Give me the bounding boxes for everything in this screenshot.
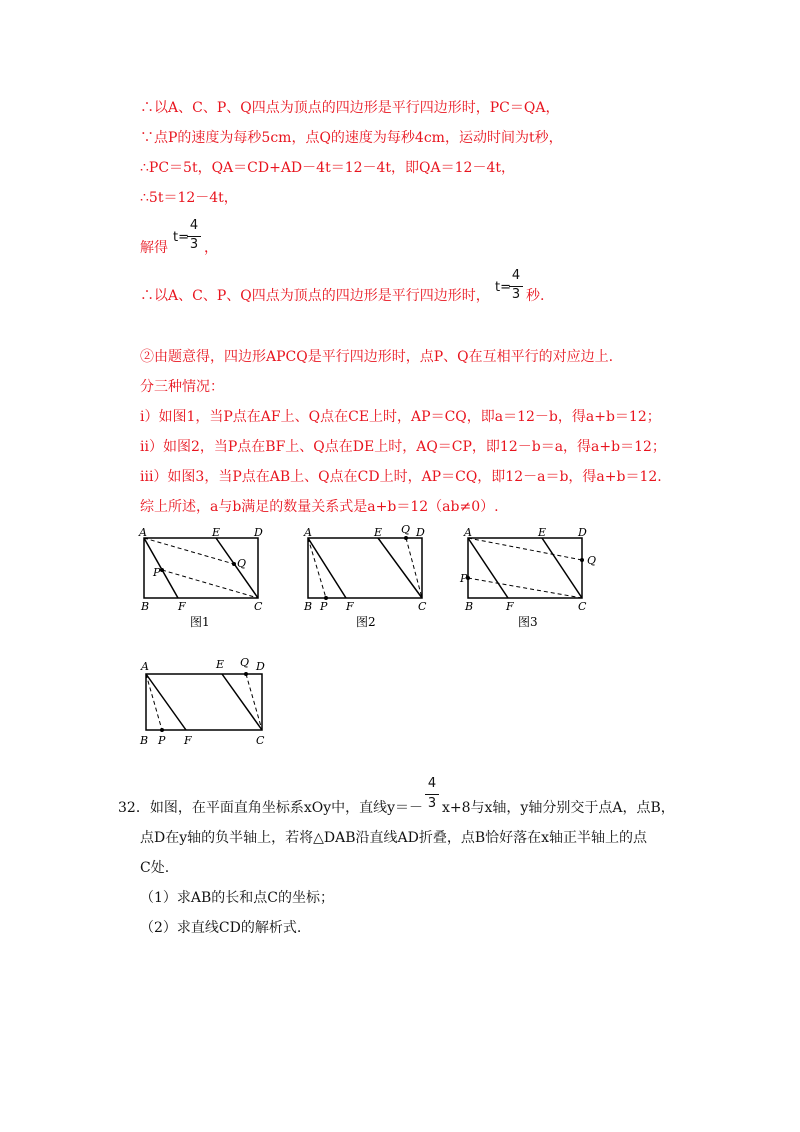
solution-line-2: ∵点P的速度为每秒5cm，点Q的速度为每秒4cm，运动时间为t秒， <box>140 130 563 146</box>
problem-32-line-1 <box>118 798 423 818</box>
fig4-label-b: B <box>140 734 149 747</box>
fig3-label-p: P <box>460 572 468 585</box>
fraction-t-2-num: 4 <box>511 268 521 283</box>
figure-4 <box>136 654 276 748</box>
fig3-label-f: F <box>506 600 514 613</box>
fig3-label-q: Q <box>587 554 597 567</box>
problem-text-1b: x+8与x轴，y轴分别交于点A，点B， <box>442 800 675 816</box>
fraction-t-1-var: t= <box>173 230 189 245</box>
fig2-label-e: E <box>374 526 383 539</box>
problem-number: 32． <box>118 800 150 816</box>
fig4-label-c: C <box>256 734 265 747</box>
fig4-label-d: D <box>256 660 265 673</box>
fig2-label-b: B <box>304 600 313 613</box>
fraction-t-1-num: 4 <box>189 218 199 233</box>
fig4-label-e: E <box>216 658 225 671</box>
solution-line-5-suffix: ， <box>204 240 218 256</box>
fig4-label-a: A <box>141 660 149 673</box>
solution-line-10: ii）如图2，当P点在BF上、Q点在DE上时，AQ＝CP，即12－b＝a，得a+b＝12； <box>140 439 666 455</box>
figure-1 <box>136 524 272 632</box>
solution-line-6: ∴以A、C、P、Q四点为顶点的四边形是平行四边形时， <box>140 288 490 304</box>
fig1-caption: 图1 <box>190 615 210 629</box>
fig3-label-c: C <box>578 600 587 613</box>
fig4-label-p: P <box>158 734 166 747</box>
problem-text-1a: 如图，在平面直角坐标系xOy中，直线y＝－ <box>149 800 424 816</box>
problem-32-sub-1: （1）求AB的长和点C的坐标； <box>140 890 335 906</box>
fig1-label-d: D <box>254 526 263 539</box>
fig1-label-p: P <box>153 566 161 579</box>
fig4-label-f: F <box>184 734 192 747</box>
fig1-label-c: C <box>254 600 263 613</box>
problem-32-line-2: 点D在y轴的负半轴上，若将△DAB沿直线AD折叠，点B恰好落在x轴正半轴上的点 <box>140 830 648 846</box>
fig2-label-p: P <box>320 600 328 613</box>
solution-line-8: 分三种情况： <box>140 379 224 395</box>
fig1-label-e: E <box>212 526 221 539</box>
problem-32-sub-2: （2）求直线CD的解析式. <box>140 920 302 936</box>
solution-line-7: ②由题意得，四边形APCQ是平行四边形时，点P、Q在互相平行的对应边上. <box>140 349 614 365</box>
solution-line-12: 综上所述，a与b满足的数量关系式是a+b＝12（ab≠0）. <box>140 499 499 515</box>
solution-line-6-suffix: 秒. <box>526 288 545 304</box>
problem-32-line-3: C处. <box>140 860 170 876</box>
solution-line-5-prefix: 解得 <box>140 240 168 256</box>
fig1-label-q: Q <box>237 557 247 570</box>
problem-fraction-num: 4 <box>427 776 437 791</box>
fraction-t-1-den: 3 <box>189 237 199 252</box>
fig4-label-q: Q <box>240 656 250 669</box>
fig2-label-f: F <box>346 600 354 613</box>
fig1-label-b: B <box>141 600 150 613</box>
problem-fraction-den: 3 <box>427 796 437 811</box>
solution-line-5 <box>140 238 168 258</box>
fig3-caption: 图3 <box>518 615 538 629</box>
fraction-t-2-den: 3 <box>511 287 521 302</box>
figure-3 <box>460 524 602 632</box>
fig2-label-a: A <box>304 526 312 539</box>
fig3-label-b: B <box>465 600 474 613</box>
solution-line-11: iii）如图3，当P点在AB上、Q点在CD上时，AP＝CQ，即12－a＝b，得a+b＝12. <box>140 469 662 485</box>
solution-line-3: ∴PC＝5t，QA＝CD+AD－4t＝12－4t，即QA＝12－4t， <box>140 160 515 176</box>
fig2-label-q: Q <box>401 523 411 536</box>
figure-2 <box>302 524 436 632</box>
fig1-label-f: F <box>178 600 186 613</box>
fig1-label-a: A <box>139 526 147 539</box>
fig3-label-e: E <box>538 526 547 539</box>
fig2-label-c: C <box>418 600 427 613</box>
fig3-label-a: A <box>464 526 472 539</box>
fraction-t-2-var: t= <box>495 280 511 295</box>
fig2-label-d: D <box>416 526 425 539</box>
fig2-caption: 图2 <box>356 615 376 629</box>
solution-line-9: i）如图1，当P点在AF上、Q点在CE上时，AP＝CQ，即a＝12－b，得a+b＝12； <box>140 409 661 425</box>
fig3-label-d: D <box>578 526 587 539</box>
solution-line-1: ∴以A、C、P、Q四点为顶点的四边形是平行四边形时，PC＝QA， <box>140 100 560 116</box>
solution-line-4: ∴5t＝12－4t， <box>140 190 238 206</box>
